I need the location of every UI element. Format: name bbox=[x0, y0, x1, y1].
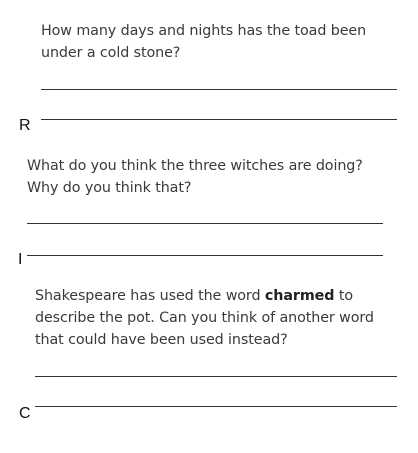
question-2 bbox=[27, 155, 363, 199]
question-3-bold-word: charmed bbox=[264, 288, 335, 304]
margin-letter-r: R bbox=[19, 117, 31, 134]
question-2-line-1: What do you think the three witches are doing? bbox=[27, 158, 363, 174]
answer-line-2b[interactable] bbox=[27, 255, 383, 256]
question-3-line-2: describe the pot. Can you think of another word bbox=[35, 310, 374, 326]
question-1 bbox=[41, 20, 366, 64]
answer-line-1a[interactable] bbox=[41, 89, 397, 90]
question-2-line-2: Why do you think that? bbox=[27, 180, 192, 196]
answer-line-3a[interactable] bbox=[35, 376, 397, 377]
question-3-line-1 bbox=[35, 285, 374, 307]
question-1-line-1: How many days and nights has the toad been bbox=[41, 23, 367, 39]
answer-line-3b[interactable] bbox=[35, 406, 397, 407]
margin-letter-c: C bbox=[19, 405, 31, 422]
question-3-text-after: to bbox=[334, 288, 353, 304]
question-3 bbox=[35, 285, 374, 351]
answer-line-1b[interactable] bbox=[41, 119, 397, 120]
question-1-line-2: under a cold stone? bbox=[41, 45, 181, 61]
question-3-line-3: that could have been used instead? bbox=[35, 332, 288, 348]
answer-line-2a[interactable] bbox=[27, 223, 383, 224]
question-3-text-before: Shakespeare has used the word bbox=[35, 288, 265, 304]
margin-letter-i: I bbox=[18, 251, 23, 268]
